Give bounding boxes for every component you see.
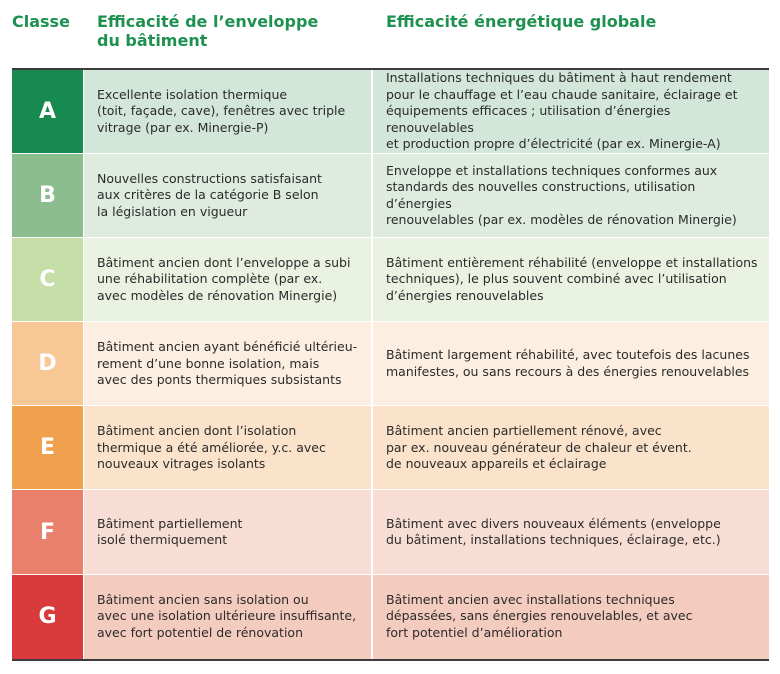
bottom-rule: [12, 659, 769, 661]
enveloppe-cell: [84, 322, 372, 405]
header-globale: Efficacité énergétique globale: [386, 12, 657, 31]
globale-cell: [373, 154, 769, 237]
table-row: [12, 70, 769, 154]
globale-text: Installations techniques du bâtiment à haut rendement pour le chauffage et l’eau chaude sanitaire, éclairage et équipements efficaces ; utilisation d’énergies renouvelables et production propre d’électricité (par ex. Minergie-A): [386, 70, 738, 152]
table-row: [12, 322, 769, 406]
energy-class-table: [12, 70, 769, 659]
table-row: [12, 575, 769, 659]
class-label: D: [12, 322, 83, 405]
enveloppe-cell: [84, 406, 372, 489]
enveloppe-cell: [84, 70, 372, 153]
table-row: [12, 490, 769, 574]
table-row: [12, 238, 769, 322]
enveloppe-text: Nouvelles constructions satisfaisant aux critères de la catégorie B selon la législation en vigueur: [97, 170, 322, 219]
enveloppe-cell: [84, 154, 372, 237]
globale-text: Bâtiment avec divers nouveaux éléments (enveloppe du bâtiment, installations techniques, éclairage, etc.): [386, 515, 721, 548]
globale-cell: [373, 70, 769, 153]
globale-text: Bâtiment entièrement réhabilité (enveloppe et installations techniques), le plus souvent combiné avec l’utilisation d’énergies renouvelables: [386, 254, 758, 303]
globale-text: Bâtiment ancien avec installations techniques dépassées, sans énergies renouvelables, et avec fort potentiel d’amélioration: [386, 591, 693, 640]
enveloppe-cell: [84, 238, 372, 321]
table-header: [0, 0, 780, 66]
enveloppe-text: Bâtiment ancien dont l’enveloppe a subi une réhabilitation complète (par ex. avec modèles de rénovation Minergie): [97, 254, 351, 303]
table-row: [12, 154, 769, 238]
header-classe: Classe: [12, 12, 70, 31]
globale-cell: [373, 322, 769, 405]
enveloppe-text: Bâtiment partiellement isolé thermiquement: [97, 515, 243, 548]
enveloppe-text: Bâtiment ancien sans isolation ou avec une isolation ultérieure insuffisante, avec fort potentiel de rénovation: [97, 591, 357, 640]
globale-text: Enveloppe et installations techniques conformes aux standards des nouvelles constructions, utilisation d’énergies renouvelables (par ex. modèles de rénovation Minergie): [386, 162, 737, 228]
enveloppe-cell: [84, 490, 372, 573]
enveloppe-text: Bâtiment ancien dont l’isolation thermique a été améliorée, y.c. avec nouveaux vitrages isolants: [97, 423, 326, 472]
class-label: A: [12, 70, 83, 153]
class-label: B: [12, 154, 83, 237]
globale-cell: [373, 406, 769, 489]
globale-text: Bâtiment ancien partiellement rénové, avec par ex. nouveau générateur de chaleur et évent. de nouveaux appareils et éclairage: [386, 423, 692, 472]
header-enveloppe: Efficacité de l’enveloppe du bâtiment: [97, 12, 319, 50]
globale-cell: [373, 238, 769, 321]
class-label: C: [12, 238, 83, 321]
globale-text: Bâtiment largement réhabilité, avec toutefois des lacunes manifestes, ou sans recours à des énergies renouvelables: [386, 347, 750, 379]
globale-cell: [373, 490, 769, 573]
enveloppe-text: Excellente isolation thermique (toit, façade, cave), fenêtres avec triple vitrage (par ex. Minergie-P): [97, 86, 346, 135]
class-label: G: [12, 575, 83, 659]
class-label: F: [12, 490, 83, 573]
class-label: E: [12, 406, 83, 489]
table-row: [12, 406, 769, 490]
enveloppe-cell: [84, 575, 372, 659]
globale-cell: [373, 575, 769, 659]
enveloppe-text: Bâtiment ancien ayant bénéficié ultérieu- rement d’une bonne isolation, mais avec des ponts thermiques subsistants: [97, 339, 358, 388]
